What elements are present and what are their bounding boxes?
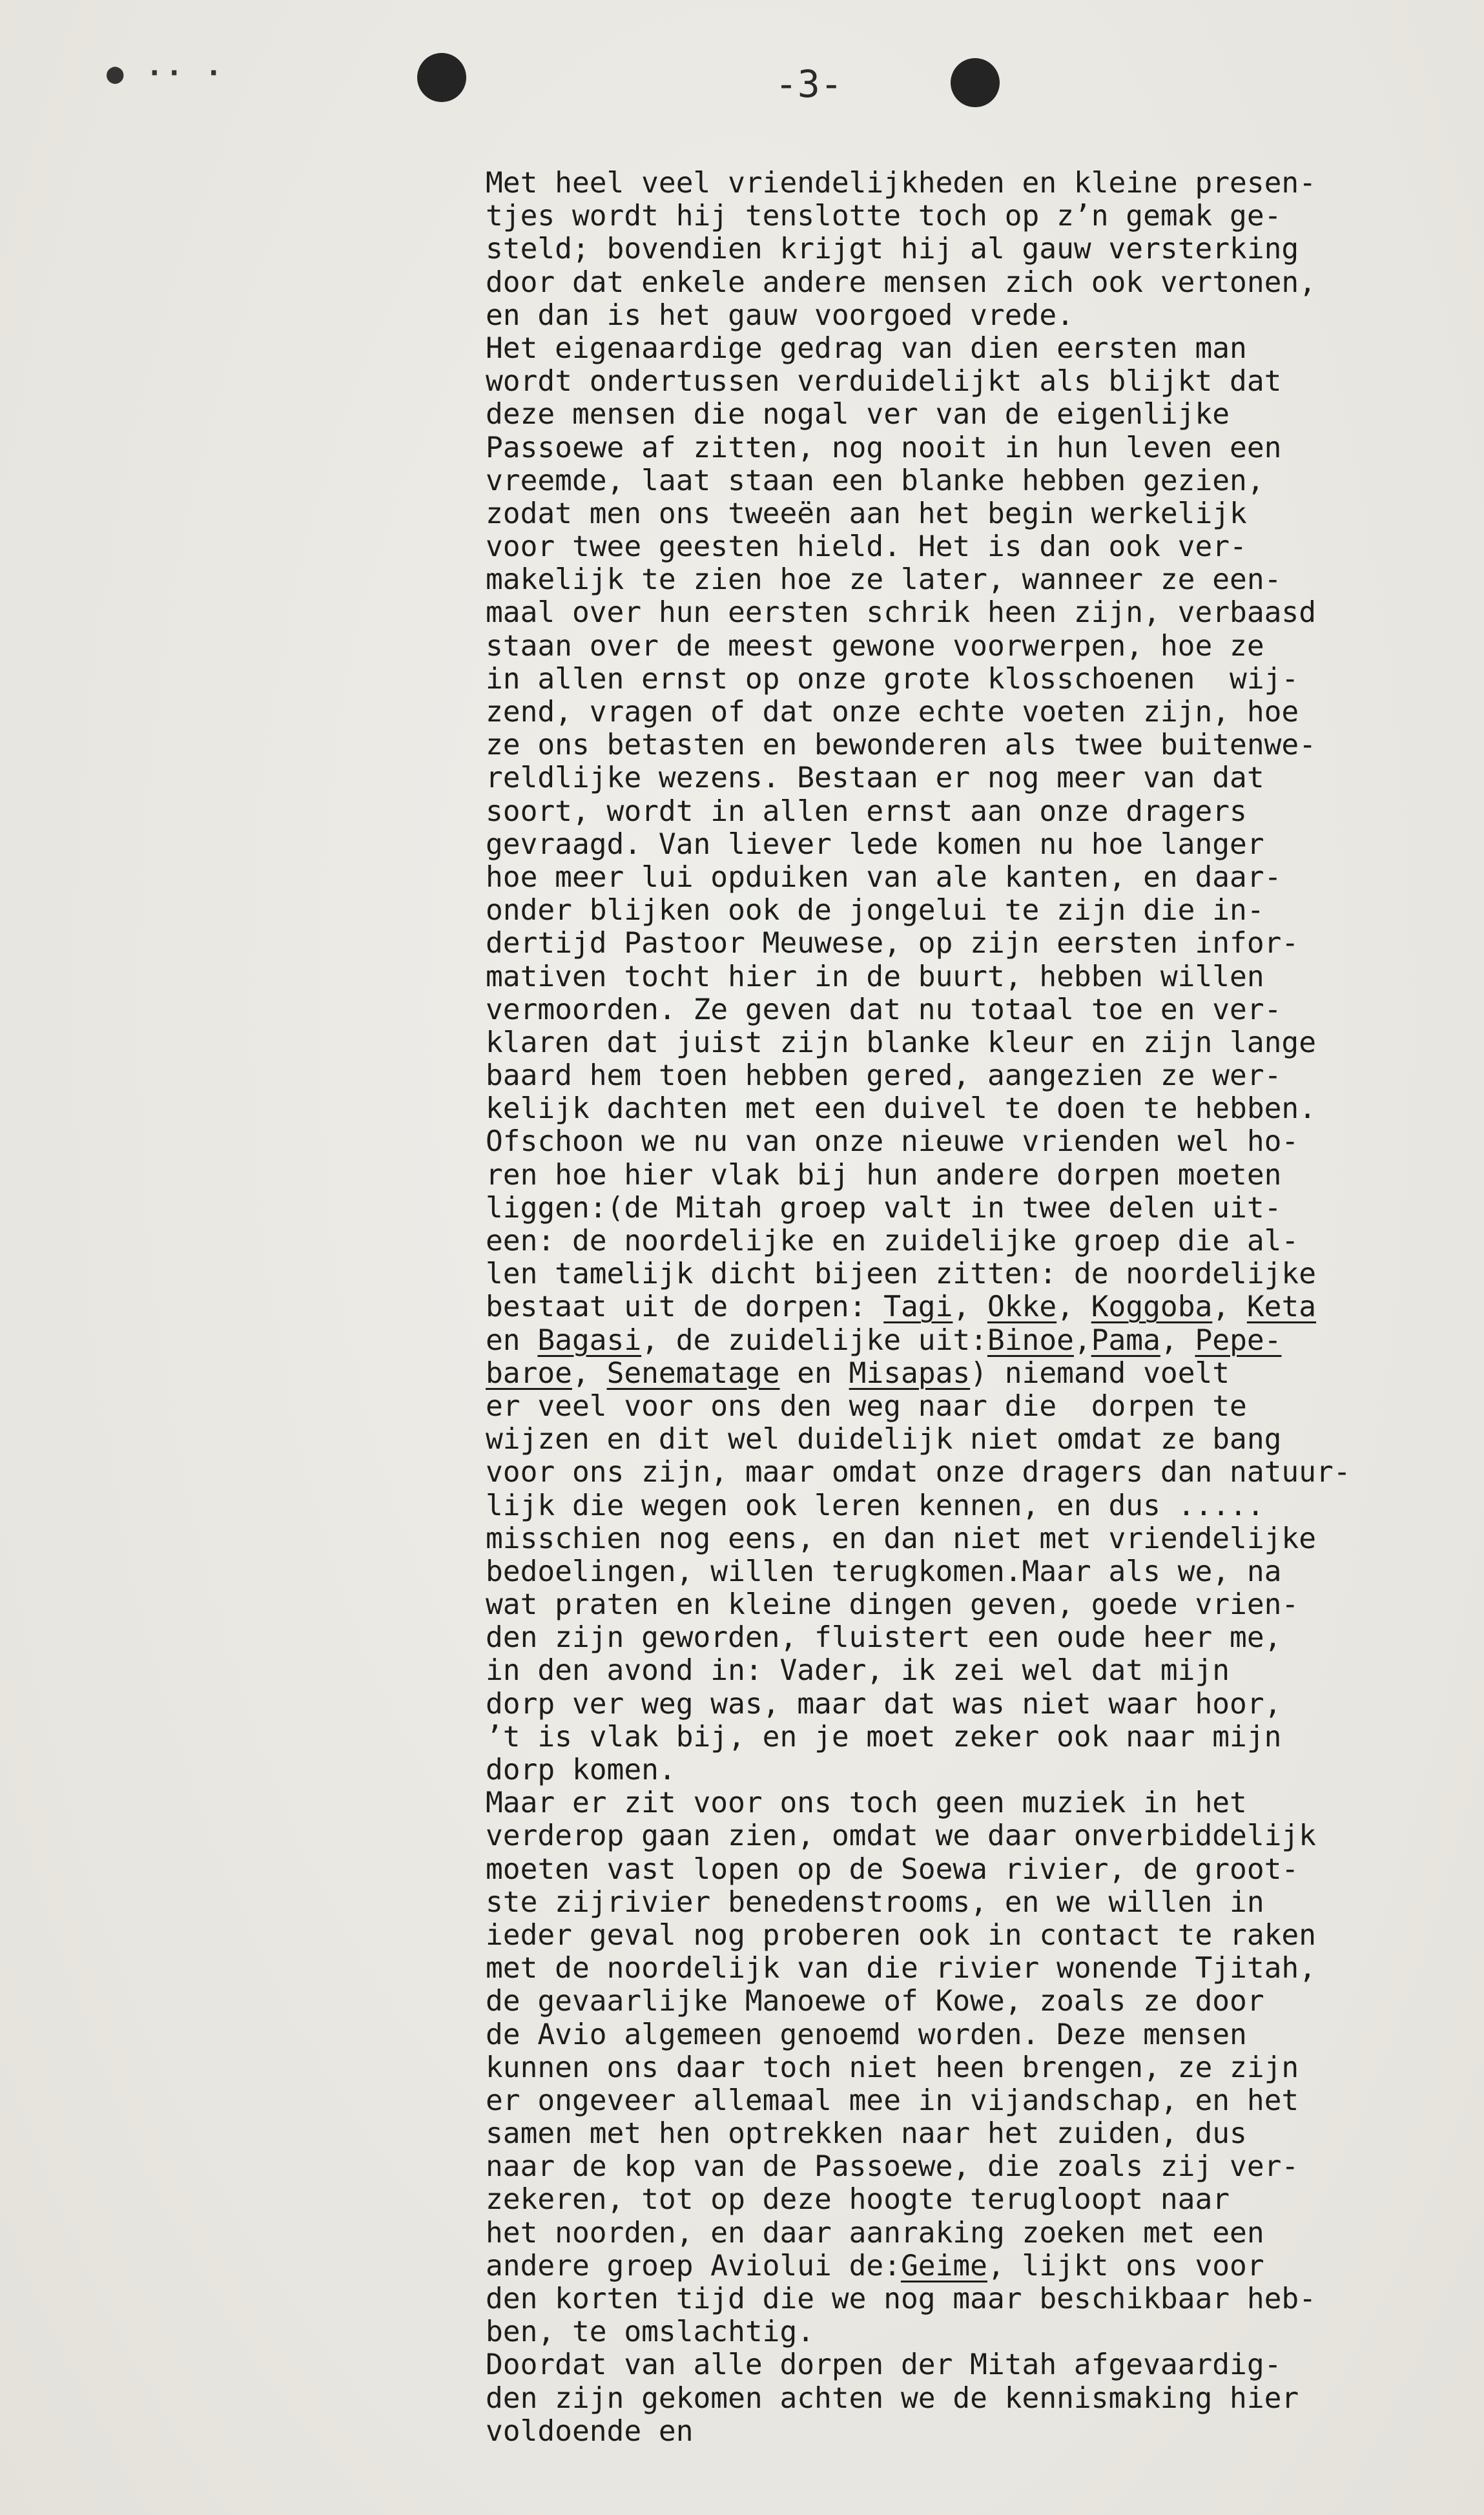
underlined-place-name: Keta (1246, 1290, 1317, 1324)
text-line: ’t is vlak bij, en je moet zeker ook naar mijn (486, 1720, 1282, 1754)
text-line: bestaat uit de dorpen: Tagi, Okke, Koggoba, Keta (486, 1290, 1317, 1324)
text-line: baard hem toen hebben gered, aangezien ze wer- (486, 1059, 1282, 1093)
text-line: lijk die wegen ook leren kennen, en dus ..... (486, 1489, 1264, 1522)
text-line: staan over de meest gewone voorwerpen, hoe ze (486, 629, 1264, 663)
text-line: de gevaarlijke Manoewe of Kowe, zoals ze door (486, 1985, 1264, 2018)
text-line: en Bagasi, de zuidelijke uit:Binoe,Pama, Pepe- (486, 1323, 1282, 1357)
text-line: voor ons zijn, maar omdat onze dragers dan natuur- (486, 1456, 1351, 1489)
underlined-place-name: Misapas (849, 1356, 971, 1390)
text-line: door dat enkele andere mensen zich ook vertonen, (486, 265, 1316, 299)
underlined-place-name: Tagi (883, 1290, 953, 1324)
punch-hole-left (417, 53, 466, 102)
punch-hole-right (951, 58, 1000, 107)
text-line: dorp komen. (486, 1754, 676, 1786)
text-line: soort, wordt in allen ernst aan onze dragers (486, 794, 1247, 828)
text-line: ieder geval nog proberen ook in contact te raken (486, 1918, 1316, 1952)
text-line: len tamelijk dicht bijeen zitten: de noordelijke (486, 1258, 1316, 1291)
typed-text-body (486, 167, 1435, 2448)
text-line: er veel voor ons den weg naar die dorpen te (486, 1389, 1247, 1423)
text-line: verderop gaan zien, omdat we daar onverbiddelijk (486, 1819, 1316, 1853)
text-line: Met heel veel vriendelijkheden en kleine presen- (486, 167, 1316, 200)
text-line: kelijk dachten met een duivel te doen te hebben. (486, 1092, 1316, 1126)
text-line: ren hoe hier vlak bij hun andere dorpen moeten (486, 1158, 1282, 1192)
underlined-place-name: Binoe (987, 1323, 1074, 1357)
text-line: reldlijke wezens. Bestaan er nog meer van dat (486, 761, 1264, 795)
text-line: tjes wordt hij tenslotte toch op z’n gemak ge- (486, 200, 1282, 233)
text-line: met de noordelijk van die rivier wonende Tjitah, (486, 1952, 1316, 1985)
page-number: -3- (775, 62, 843, 106)
text-line: makelijk te zien hoe ze later, wanneer ze een- (486, 563, 1282, 597)
text-line: den korten tijd die we nog maar beschikbaar heb- (486, 2282, 1316, 2315)
text-line: ze ons betasten en bewonderen als twee buitenwe- (486, 729, 1316, 762)
text-line: bedoelingen, willen terugkomen.Maar als we, na (486, 1555, 1282, 1588)
underlined-place-name: Bagasi (537, 1323, 642, 1357)
text-line: in den avond in: Vader, ik zei wel dat mijn (486, 1654, 1230, 1688)
text-line: baroe, Senematage en Misapas) niemand voelt (486, 1356, 1230, 1390)
text-line: wordt ondertussen verduidelijkt als blijkt dat (486, 365, 1282, 398)
corner-mark: ● ·· · (107, 57, 225, 90)
underlined-place-name: Pepe- (1195, 1323, 1282, 1357)
text-line: voor twee geesten hield. Het is dan ook ver- (486, 530, 1247, 564)
text-line: andere groep Aviolui de:Geime, lijkt ons voor (486, 2249, 1264, 2282)
underlined-place-name: Pama (1091, 1323, 1160, 1357)
text-line: Maar er zit voor ons toch geen muziek in het (486, 1786, 1247, 1820)
text-line: kunnen ons daar toch niet heen brengen, ze zijn (486, 2051, 1299, 2084)
text-line: dertijd Pastoor Meuwese, op zijn eersten infor- (486, 927, 1299, 960)
text-line: ben, te omslachtig. (486, 2315, 815, 2349)
underlined-place-name: Koggoba (1091, 1290, 1213, 1324)
text-line: vermoorden. Ze geven dat nu totaal toe en ver- (486, 993, 1282, 1026)
text-line: hoe meer lui opduiken van ale kanten, en daar- (486, 860, 1282, 894)
text-line: en dan is het gauw voorgoed vrede. (486, 298, 1074, 332)
text-line: samen met hen optrekken naar het zuiden, dus (486, 2117, 1247, 2151)
text-line: het noorden, en daar aanraking zoeken met een (486, 2216, 1264, 2250)
text-line: deze mensen die nogal ver van de eigenlijke (486, 398, 1230, 431)
text-line: klaren dat juist zijn blanke kleur en zijn lange (486, 1026, 1316, 1059)
text-line: vreemde, laat staan een blanke hebben gezien, (486, 464, 1264, 497)
text-line: wat praten en kleine dingen geven, goede vrien- (486, 1588, 1299, 1622)
underlined-place-name: Okke (987, 1290, 1057, 1324)
text-line: misschien nog eens, en dan niet met vriendelijke (486, 1522, 1316, 1555)
underlined-place-name: Senematage (606, 1356, 780, 1390)
text-line: in allen ernst op onze grote klosschoenen wij- (486, 662, 1299, 696)
text-line: maal over hun eersten schrik heen zijn, verbaasd (486, 596, 1316, 630)
text-line: wijzen en dit wel duidelijk niet omdat ze bang (486, 1423, 1282, 1456)
text-line: een: de noordelijke en zuidelijke groep die al- (486, 1225, 1299, 1258)
underlined-place-name: Geime (901, 2249, 987, 2282)
text-line: zend, vragen of dat onze echte voeten zijn, hoe (486, 696, 1299, 729)
text-line: Doordat van alle dorpen der Mitah afgevaardig- (486, 2348, 1282, 2382)
text-line: de Avio algemeen genoemd worden. Deze mensen (486, 2018, 1247, 2051)
text-line: mativen tocht hier in de buurt, hebben willen (486, 960, 1264, 993)
text-line: onder blijken ook de jongelui te zijn die in- (486, 894, 1264, 927)
text-line: Passoewe af zitten, nog nooit in hun leven een (486, 431, 1282, 464)
text-line: moeten vast lopen op de Soewa rivier, de groot- (486, 1852, 1299, 1886)
text-line: Ofschoon we nu van onze nieuwe vrienden wel ho- (486, 1125, 1299, 1159)
text-line: den zijn geworden, fluistert een oude heer me, (486, 1621, 1282, 1655)
text-line: dorp ver weg was, maar dat was niet waar hoor, (486, 1687, 1282, 1721)
text-line: naar de kop van de Passoewe, die zoals zij ver- (486, 2150, 1299, 2184)
text-line: gevraagd. Van liever lede komen nu hoe langer (486, 827, 1264, 861)
text-line: zekeren, tot op deze hoogte terugloopt naar (486, 2183, 1230, 2217)
text-line: er ongeveer allemaal mee in vijandschap, en het (486, 2084, 1299, 2117)
text-line: ste zijrivier benedenstrooms, en we willen in (486, 1885, 1264, 1919)
text-line: den zijn gekomen achten we de kennismaking hier (486, 2381, 1299, 2415)
text-line: Het eigenaardige gedrag van dien eersten man (486, 331, 1247, 365)
text-line: steld; bovendien krijgt hij al gauw versterking (486, 233, 1299, 266)
underlined-place-name: baroe (486, 1356, 572, 1390)
text-line: voldoende en (486, 2414, 694, 2448)
text-line: liggen:(de Mitah groep valt in twee delen uit- (486, 1191, 1282, 1225)
text-line: zodat men ons tweeën aan het begin werkelijk (486, 497, 1247, 530)
